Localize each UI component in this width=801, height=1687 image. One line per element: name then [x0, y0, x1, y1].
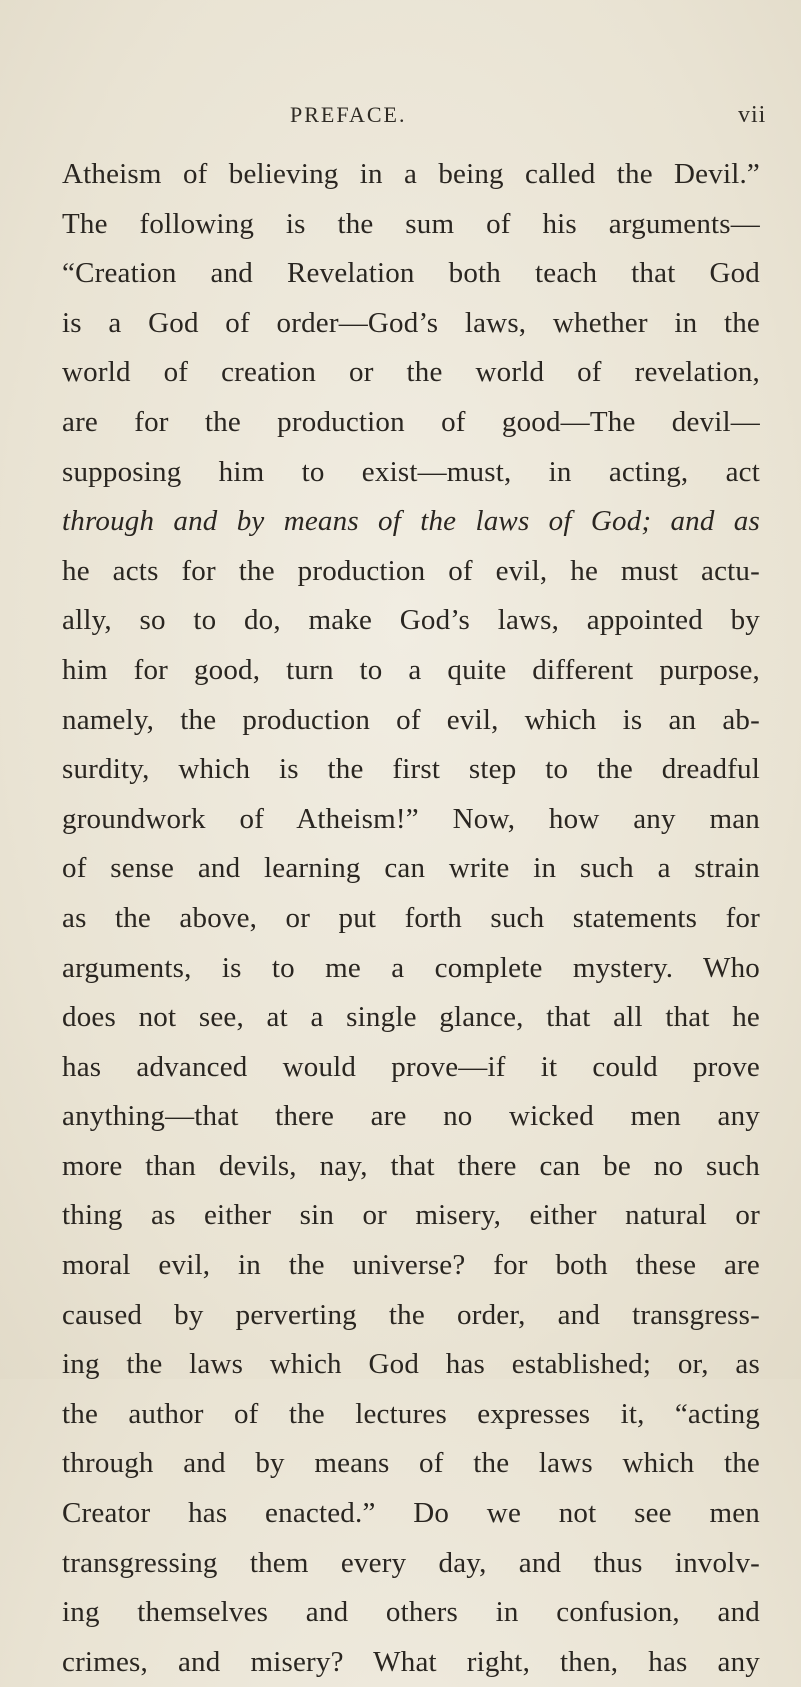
text-line: the author of the lectures expresses it, “acting	[62, 1397, 760, 1430]
text-line: ally, so to do, make God’s laws, appointed by	[62, 604, 760, 637]
page-header	[0, 102, 801, 142]
text-line: namely, the production of evil, which is an ab-	[62, 703, 760, 736]
text-line: Atheism of believing in a being called the Devil.”	[62, 158, 760, 190]
body-text	[62, 150, 760, 1687]
text-line: he acts for the production of evil, he must actu-	[62, 554, 760, 587]
text-line: through and by means of the laws which the	[62, 1447, 760, 1480]
text-line-italic	[62, 497, 760, 547]
text-line: surdity, which is the first step to the dreadful	[62, 753, 760, 786]
text-line: arguments, is to me a complete mystery. Who	[62, 951, 760, 984]
text-line: is a God of order—God’s laws, whether in the	[62, 306, 760, 339]
page-number: vii	[738, 102, 767, 128]
text-line: are for the production of good—The devil—	[62, 405, 760, 438]
text-line: groundwork of Atheism!” Now, how any man	[62, 802, 760, 835]
text-line: him for good, turn to a quite different purpose,	[62, 653, 760, 686]
text-line: of sense and learning can write in such a strain	[62, 852, 760, 885]
text-line: has advanced would prove—if it could prove	[62, 1050, 760, 1083]
text-line: does not see, at a single glance, that all that he	[62, 1001, 760, 1034]
text-line: as the above, or put forth such statements for	[62, 901, 760, 934]
text-line: world of creation or the world of revelation,	[62, 356, 760, 389]
text-line: “Creation and Revelation both teach that God	[62, 257, 760, 290]
text-line: anything—that there are no wicked men any	[62, 1100, 760, 1133]
text-line: moral evil, in the universe? for both these are	[62, 1249, 760, 1282]
text-line: Creator has enacted.” Do we not see men	[62, 1497, 760, 1530]
text-line: ing themselves and others in confusion, and	[62, 1596, 760, 1629]
text-line: caused by perverting the order, and transgress-	[62, 1298, 760, 1331]
text-line: ing the laws which God has established; or, as	[62, 1348, 760, 1381]
text-line: The following is the sum of his arguments—	[62, 207, 760, 240]
text-line: more than devils, nay, that there can be no such	[62, 1149, 760, 1182]
running-head: PREFACE.	[290, 102, 407, 127]
text-line: transgressing them every day, and thus involv-	[62, 1546, 760, 1579]
text-line: supposing him to exist—must, in acting, act	[62, 455, 760, 488]
text-line: thing as either sin or misery, either natural or	[62, 1199, 760, 1232]
text-line: crimes, and misery? What right, then, has any	[62, 1645, 760, 1678]
italic-phrase: through and by means of the laws of God; and as	[62, 505, 760, 538]
